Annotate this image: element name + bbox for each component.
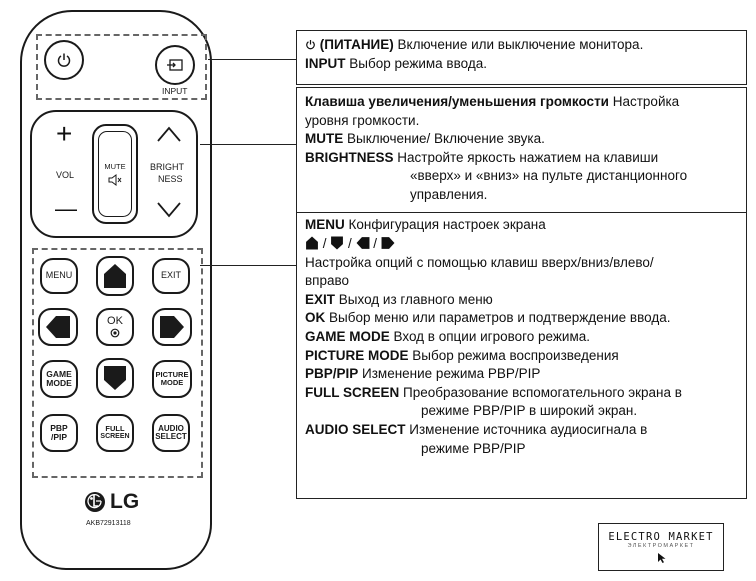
ok-desc: Выбор меню или параметров и подтверждение ввода.: [325, 310, 671, 326]
input-icon: [166, 58, 184, 72]
electro-market-watermark: [598, 523, 724, 571]
arrow-up-icon: [103, 263, 127, 289]
connector-2: [200, 144, 297, 145]
arrow-down-icon: [103, 365, 127, 391]
picture-mode-button[interactable]: [152, 360, 192, 398]
mute-desc: Выключение/ Включение звука.: [343, 131, 545, 147]
pbp-label-1: PBP: [50, 423, 68, 434]
right-arrow-button[interactable]: [152, 308, 192, 346]
exit-term: EXIT: [305, 291, 336, 307]
power-desc: Включение или выключение монитора.: [393, 37, 644, 52]
full-screen-label-2: SCREEN: [100, 433, 130, 441]
full-screen-label-1: FULL: [105, 424, 125, 434]
audio-select-desc-1: Изменение источника аудиосигнала в: [405, 421, 648, 437]
picture-mode-desc: Выбор режима воспроизведения: [408, 347, 619, 363]
input-desc: Выбор режима ввода.: [345, 55, 487, 71]
brightness-label-1: BRIGHT: [150, 162, 185, 172]
full-screen-desc-1: Преобразование вспомогательного экрана в: [399, 384, 682, 400]
brightness-label-2: NESS: [158, 174, 183, 184]
input-term: INPUT: [305, 55, 346, 71]
volume-desc-1: Настройка: [608, 94, 680, 109]
cursor-icon: [657, 552, 667, 564]
brightness-up-icon[interactable]: [155, 124, 183, 144]
down-arrow-button[interactable]: [96, 358, 134, 398]
ok-term: OK: [305, 310, 326, 326]
connector-3: [200, 265, 297, 266]
power-icon: [56, 52, 72, 68]
picture-mode-label-2: MODE: [160, 378, 184, 387]
vol-plus-button[interactable]: +: [56, 118, 73, 149]
connector-1: [208, 59, 297, 60]
exit-button[interactable]: [152, 258, 190, 294]
arrow-keys-icons: / / /: [305, 235, 738, 254]
mute-button[interactable]: [92, 124, 138, 224]
ok-button-label: OK: [107, 315, 123, 328]
input-label: INPUT: [162, 86, 188, 96]
menu-button-label: MENU: [45, 270, 73, 281]
audio-select-button[interactable]: [152, 414, 190, 452]
ok-dot-icon: [110, 328, 120, 338]
vol-minus-button[interactable]: —: [55, 196, 77, 221]
power-term: (ПИТАНИЕ): [319, 37, 394, 52]
full-screen-term: FULL SCREEN: [305, 384, 400, 400]
model-number: AKB72913118: [86, 520, 131, 527]
arrow-down-icon: [330, 236, 344, 250]
ok-button[interactable]: [96, 308, 134, 346]
picture-mode-label-1: PICTURE: [155, 370, 189, 380]
mute-label: MUTE: [104, 162, 126, 171]
lg-brand-text: LG: [110, 490, 140, 513]
full-screen-desc-2: режиме PBP/PIP в широкий экран.: [421, 403, 638, 419]
volume-desc-2: уровня громкости.: [305, 112, 420, 128]
arrow-right-icon: [381, 236, 395, 250]
pbp-label-2: /PIP: [50, 432, 68, 442]
info-panel-menu-keys: [296, 212, 747, 499]
lg-logo-icon: [84, 491, 106, 513]
arrow-right-icon: [159, 315, 185, 339]
menu-desc: Конфигурация настроек экрана: [344, 217, 546, 232]
arrow-up-icon: [305, 236, 319, 250]
watermark-title: ELECTRO MARKET: [608, 531, 714, 543]
pbp-pip-desc: Изменение режима PBP/PIP: [358, 366, 541, 382]
full-screen-button[interactable]: [96, 414, 134, 452]
arrow-left-icon: [45, 315, 71, 339]
mute-speaker-icon: [108, 174, 122, 186]
menu-term: MENU: [305, 217, 345, 232]
arrows-desc-1: Настройка опций с помощью клавиш вверх/вниз/влево/: [305, 254, 654, 270]
audio-select-label-1: AUDIO: [158, 423, 184, 433]
brightness-term: BRIGHTNESS: [305, 149, 394, 165]
game-mode-label-2: MODE: [46, 378, 72, 388]
brightness-down-icon[interactable]: [155, 200, 183, 220]
audio-select-desc-2: режиме PBP/PIP: [421, 440, 526, 456]
watermark-subtitle: ЭЛЕКТРОМАРКЕТ: [627, 543, 695, 549]
brightness-desc-1: Настройте яркость нажатием на клавиши: [393, 149, 659, 165]
mute-term: MUTE: [305, 131, 344, 147]
up-arrow-button[interactable]: [96, 256, 134, 296]
arrow-left-icon: [356, 236, 370, 250]
exit-desc: Выход из главного меню: [335, 291, 493, 307]
power-icon: [305, 39, 316, 50]
pbp-pip-button[interactable]: [40, 414, 78, 452]
power-button[interactable]: [44, 40, 84, 80]
audio-select-term: AUDIO SELECT: [305, 421, 406, 437]
game-mode-term: GAME MODE: [305, 328, 390, 344]
game-mode-button[interactable]: [40, 360, 78, 398]
vol-label: VOL: [56, 170, 75, 180]
lg-logo: [84, 490, 139, 514]
picture-mode-term: PICTURE MODE: [305, 347, 409, 363]
left-arrow-button[interactable]: [38, 308, 78, 346]
arrows-desc-2: вправо: [305, 273, 350, 289]
brightness-desc-3: управления.: [410, 186, 488, 202]
info-panel-volume-brightness: [296, 87, 747, 213]
input-button[interactable]: [155, 45, 195, 85]
brightness-desc-2: «вверх» и «вниз» на пульте дистанционного: [410, 168, 688, 184]
volume-term: Клавиша увеличения/уменьшения громкости: [305, 94, 609, 109]
remote-control-body: [20, 10, 212, 570]
info-panel-power-input: [296, 30, 747, 85]
game-mode-label-1: GAME: [46, 369, 72, 380]
exit-button-label: EXIT: [160, 270, 181, 281]
pbp-pip-term: PBP/PIP: [305, 366, 359, 382]
game-mode-desc: Вход в опции игрового режима.: [389, 328, 590, 344]
menu-button[interactable]: [40, 258, 78, 294]
audio-select-label-2: SELECT: [155, 432, 187, 441]
